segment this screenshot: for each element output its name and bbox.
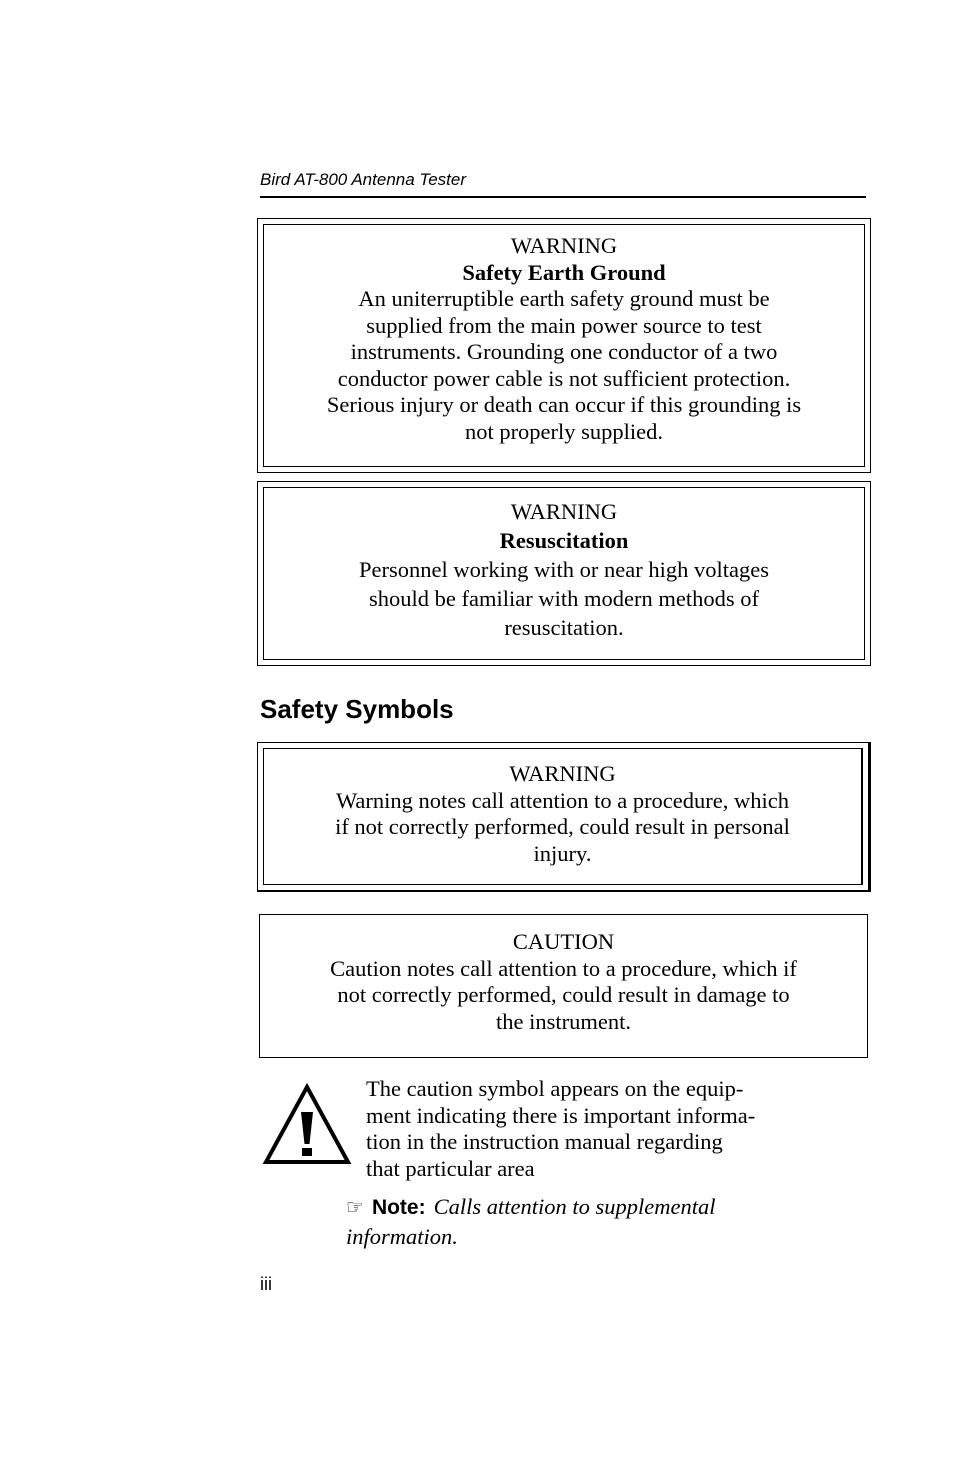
caution-label: CAUTION [512,929,615,954]
page-number: iii [260,1274,272,1294]
section-heading: Safety Symbols [260,694,454,724]
caution-symbol-line: tion in the instruction manual regarding [366,1129,723,1154]
note-text: Calls attention to supplemental [433,1194,716,1219]
running-header [260,168,866,198]
warning-resus-text [264,488,864,642]
warning-line: not properly supplied. [464,418,664,444]
caution-note-line: the instrument. [496,1008,631,1034]
note-block [346,1192,846,1251]
warning-note-text [264,749,861,867]
note-text-continued: information. [346,1224,458,1249]
warning-box-ground-inner [263,224,865,467]
warning-box-ground [257,218,871,473]
header-title: Bird AT-800 Antenna Tester [260,170,467,189]
caution-note-line: not correctly performed, could result in damage to [337,982,790,1007]
warning-note-box-inner [263,748,863,885]
warning-subtitle: Safety Earth Ground [462,259,666,285]
caution-symbol-description [366,1076,866,1182]
warning-label: WARNING [510,499,618,524]
warning-box-resuscitation-inner [263,487,865,660]
warning-line: resuscitation. [504,615,624,640]
caution-symbol-line: The caution symbol appears on the equip- [366,1076,744,1101]
warning-line: conductor power cable is not sufficient protection. [337,365,791,391]
caution-symbol-row [260,1076,866,1196]
warning-line: should be familiar with modern methods of [369,586,759,611]
warning-box-resuscitation [257,481,871,666]
caution-triangle-icon [262,1082,352,1166]
caution-symbol-line: that particular area [366,1155,535,1181]
caution-note-line: Caution notes call attention to a procedure, which if [330,955,797,981]
warning-line: supplied from the main power source to test [366,312,762,338]
warning-subtitle: Resuscitation [499,528,629,553]
warning-note-line: injury. [533,840,592,866]
warning-ground-text [264,225,864,445]
warning-note-line: Warning notes call attention to a procedure, which [335,787,790,813]
warning-line: Serious injury or death can occur if this grounding is [326,392,802,417]
caution-note-text [260,915,867,1035]
warning-line: An uniterruptible earth safety ground must be [358,286,770,311]
caution-note-box [259,914,868,1058]
caution-symbol-line: ment indicating there is important informa- [366,1102,756,1128]
warning-label: WARNING [510,233,618,258]
note-label: Note: [371,1196,426,1219]
warning-note-line: if not correctly performed, could result in personal [335,814,790,839]
warning-line: instruments. Grounding one conductor of a two [350,339,778,364]
warning-label: WARNING [509,761,616,786]
warning-note-box [257,742,871,892]
warning-line: Personnel working with or near high voltages [359,557,769,582]
pointing-hand-icon: ☞ [346,1195,364,1219]
